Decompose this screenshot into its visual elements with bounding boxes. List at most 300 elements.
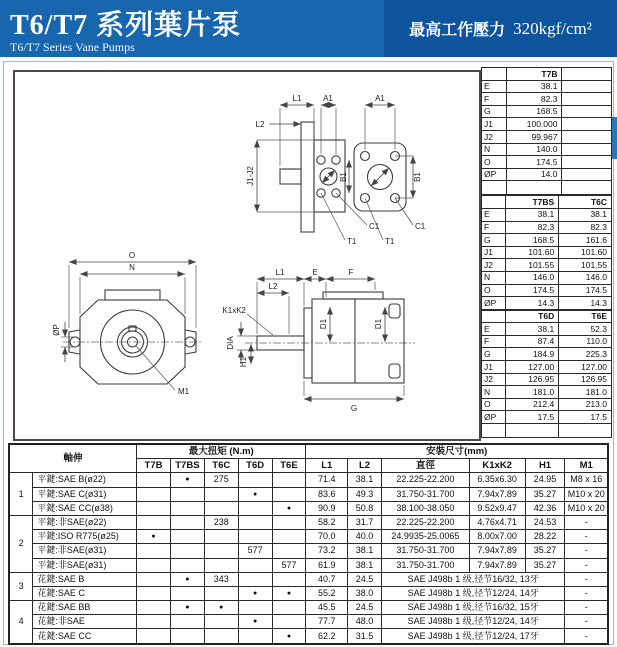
key-size-value: 8.00x7.00 <box>469 530 525 544</box>
spacer <box>482 181 507 195</box>
l1-value: 90.9 <box>306 501 348 515</box>
key-size-value: 4.76x4.71 <box>469 515 525 529</box>
group-number: 4 <box>9 601 33 644</box>
torque-col-header: T7B <box>137 459 171 473</box>
dim-value: 127.00 <box>559 361 612 374</box>
m1-value: - <box>565 572 608 586</box>
page-header <box>0 0 617 57</box>
dim-value: 38.1 <box>506 323 559 336</box>
dim-row-label: G <box>482 105 507 118</box>
torque-value <box>137 601 171 615</box>
torque-value <box>137 515 171 529</box>
l2-value: 50.8 <box>348 501 382 515</box>
spacer <box>562 181 612 195</box>
dim-label-l1-top: L1 <box>292 94 302 103</box>
dim-row-label: J2 <box>482 130 507 143</box>
dim-table-header-row <box>482 310 612 323</box>
dim-value: 38.1 <box>507 80 562 93</box>
dim-table-row <box>482 168 612 181</box>
dim-table-row <box>482 335 612 348</box>
dim-table-row <box>482 143 612 156</box>
torque-value <box>170 586 204 600</box>
header-titles <box>10 3 241 55</box>
dim-label-d1-left: D1 <box>319 318 328 330</box>
torque-value <box>204 501 238 515</box>
l1-value: 71.4 <box>306 473 348 487</box>
diameter-value: 22.225-22.200 <box>381 473 469 487</box>
pump-dimension-drawing <box>15 72 475 435</box>
dim-value: 181.0 <box>506 386 559 399</box>
dim-table-row <box>482 386 612 399</box>
h1-value: 35.27 <box>525 558 565 572</box>
shaft-type-label: 平鍵:非SAE(ø31) <box>33 558 137 572</box>
dim-value: 14.0 <box>507 168 562 181</box>
spline-spec: SAE J498b 1 级,径节16/32, 13牙 <box>381 572 564 586</box>
l1-value: 70.0 <box>306 530 348 544</box>
key-size-value: 7.94x7.89 <box>469 544 525 558</box>
shaft-type-label: 平鍵:非SAE(ø22) <box>33 515 137 529</box>
m1-value: - <box>565 586 608 600</box>
torque-value <box>137 473 171 487</box>
diameter-value: 24.9935-25.0065 <box>381 530 469 544</box>
torque-header: 最大扭矩 (N.m) <box>137 444 306 459</box>
mount-col-header: M1 <box>565 459 608 473</box>
torque-value <box>272 601 306 615</box>
l1-value: 55.2 <box>306 586 348 600</box>
dim-value: 174.5 <box>506 284 559 297</box>
dim-table-row <box>482 348 612 361</box>
l1-value: 62.2 <box>306 629 348 644</box>
torque-value <box>170 530 204 544</box>
torque-value <box>170 615 204 629</box>
m1-value: M10 x 20 <box>565 501 608 515</box>
dim-table-row <box>482 118 612 131</box>
dim-value: 82.3 <box>506 221 559 234</box>
l2-value: 24.5 <box>348 572 382 586</box>
l2-value: 31.7 <box>348 515 382 529</box>
dim-table-2 <box>481 310 612 438</box>
m1-value: - <box>565 515 608 529</box>
front-view-dimensions <box>52 251 196 396</box>
spec-row <box>9 473 608 487</box>
spline-spec: SAE J498b 1 级,径节12/24, 14牙 <box>381 615 564 629</box>
diameter-value: 22.225-22.200 <box>381 515 469 529</box>
applicability-dot: ● <box>238 615 272 629</box>
group-number: 1 <box>9 473 33 516</box>
dim-label-m1: M1 <box>178 387 190 396</box>
shaft-type-label: 平鍵:非SAE(ø31) <box>33 544 137 558</box>
dim-header <box>482 196 506 209</box>
dim-table-row <box>482 208 612 221</box>
diameter-value: 38.100-38.050 <box>381 501 469 515</box>
dim-table-row <box>482 156 612 169</box>
dim-table-1 <box>481 195 612 309</box>
dim-table-row <box>482 284 612 297</box>
shaft-type-label: 平鍵:SAE CC(ø38) <box>33 501 137 515</box>
key-size-value: 6.35x6.30 <box>469 473 525 487</box>
dim-table-row <box>482 130 612 143</box>
torque-value <box>238 572 272 586</box>
applicability-dot: ● <box>170 572 204 586</box>
dim-header <box>562 68 612 81</box>
dim-label-dia: DIA <box>226 336 235 350</box>
dim-table-row <box>482 297 612 310</box>
diameter-value: 31.750-31.700 <box>381 544 469 558</box>
applicability-dot: ● <box>170 601 204 615</box>
applicability-dot: ● <box>272 501 306 515</box>
dim-table-spacer-row <box>482 424 612 438</box>
l1-value: 45.5 <box>306 601 348 615</box>
dim-value: 140.0 <box>507 143 562 156</box>
dim-value: 101.60 <box>506 246 559 259</box>
dim-value: 14.3 <box>559 297 612 310</box>
dim-table-row <box>482 271 612 284</box>
dim-value: 213.0 <box>559 398 612 411</box>
dim-table-0 <box>481 67 612 195</box>
group-number: 3 <box>9 572 33 600</box>
dim-table-spacer-row <box>482 181 612 195</box>
top-view-dimensions <box>246 94 426 246</box>
dim-value: 174.5 <box>507 156 562 169</box>
dim-value: 212.4 <box>506 398 559 411</box>
spec-row <box>9 530 608 544</box>
key-size-value: 7.94x7.89 <box>469 558 525 572</box>
mount-col-header: K1xK2 <box>469 459 525 473</box>
dim-label-b1-left: B1 <box>339 172 348 182</box>
torque-value <box>137 572 171 586</box>
shaft-type-label: 平鍵:SAE B(ø22) <box>33 473 137 487</box>
dim-value: 174.5 <box>559 284 612 297</box>
dim-label-n: N <box>129 263 135 272</box>
torque-value: 238 <box>204 515 238 529</box>
torque-value <box>238 601 272 615</box>
torque-value <box>238 530 272 544</box>
torque-value <box>272 572 306 586</box>
dim-value: 17.5 <box>506 411 559 424</box>
torque-value <box>137 615 171 629</box>
dim-value: 52.3 <box>559 323 612 336</box>
m1-value: - <box>565 544 608 558</box>
torque-value <box>204 544 238 558</box>
dim-value: 146.0 <box>506 271 559 284</box>
dim-value: 38.1 <box>506 208 559 221</box>
dim-label-k1k2: K1xK2 <box>222 306 246 315</box>
m1-value: - <box>565 558 608 572</box>
shaft-spec-table <box>8 443 609 645</box>
spec-row <box>9 601 608 615</box>
dim-value: 38.1 <box>559 208 612 221</box>
dim-row-label: O <box>482 284 506 297</box>
spec-row <box>9 572 608 586</box>
dim-row-label: N <box>482 143 507 156</box>
dim-header: T7B <box>507 68 562 81</box>
dim-row-label: J1 <box>482 246 506 259</box>
diameter-value: 31.750-31.700 <box>381 558 469 572</box>
mount-col-header: H1 <box>525 459 565 473</box>
torque-value: 577 <box>272 558 306 572</box>
dim-header <box>482 310 506 323</box>
dim-row-label: F <box>482 335 506 348</box>
applicability-dot: ● <box>272 586 306 600</box>
torque-value <box>170 487 204 501</box>
dim-value: 161.6 <box>559 234 612 247</box>
shaft-type-label: 平鍵:ISO R775(ø25) <box>33 530 137 544</box>
page-subtitle: T6/T7 Series Vane Pumps <box>10 40 135 54</box>
shaft-type-label: 平鍵:SAE C(ø31) <box>33 487 137 501</box>
dim-table-row <box>482 323 612 336</box>
torque-value <box>170 515 204 529</box>
shaft-type-label: 花鍵:SAE CC <box>33 629 137 644</box>
torque-value <box>137 629 171 644</box>
torque-value <box>204 615 238 629</box>
spec-row <box>9 586 608 600</box>
dim-label-f: F <box>348 268 354 277</box>
torque-value <box>238 473 272 487</box>
dim-row-label: O <box>482 398 506 411</box>
dim-value <box>562 168 612 181</box>
h1-value: 35.27 <box>525 544 565 558</box>
dim-label-a1-right: A1 <box>375 94 385 103</box>
dim-header <box>482 68 507 81</box>
dim-value <box>562 143 612 156</box>
dim-value: 14.3 <box>506 297 559 310</box>
torque-value <box>272 515 306 529</box>
dim-row-label: G <box>482 234 506 247</box>
dim-label-l2-bottom: L2 <box>268 282 278 291</box>
dim-row-label: ØP <box>482 168 507 181</box>
dim-table-row <box>482 221 612 234</box>
key-size-value: 7.94x7.89 <box>469 487 525 501</box>
l2-value: 24.5 <box>348 601 382 615</box>
dim-value: 168.5 <box>507 105 562 118</box>
dim-label-c1-left: C1 <box>369 222 380 231</box>
dim-value: 82.3 <box>507 93 562 106</box>
h1-value: 42.36 <box>525 501 565 515</box>
l2-value: 48.0 <box>348 615 382 629</box>
dim-value: 99.967 <box>507 130 562 143</box>
l2-value: 38.1 <box>348 544 382 558</box>
l2-value: 40.0 <box>348 530 382 544</box>
shaft-type-label: 花鍵:非SAE <box>33 615 137 629</box>
l1-value: 40.7 <box>306 572 348 586</box>
max-pressure-banner <box>384 0 617 57</box>
dim-label-j1j2: J1-J2 <box>246 166 255 186</box>
dim-value: 181.0 <box>559 386 612 399</box>
applicability-dot: ● <box>238 586 272 600</box>
torque-value <box>272 615 306 629</box>
m1-value: M8 x 16 <box>565 473 608 487</box>
dim-value: 126.95 <box>506 373 559 386</box>
m1-value: - <box>565 615 608 629</box>
spec-row <box>9 487 608 501</box>
h1-value: 24.95 <box>525 473 565 487</box>
dim-row-label: N <box>482 271 506 284</box>
torque-value <box>170 544 204 558</box>
spacer <box>506 424 559 438</box>
technical-drawing-box <box>13 70 481 441</box>
dim-value: 127.00 <box>506 361 559 374</box>
torque-value <box>137 501 171 515</box>
torque-value <box>272 473 306 487</box>
dim-value <box>562 118 612 131</box>
torque-value <box>272 544 306 558</box>
dim-value: 17.5 <box>559 411 612 424</box>
dim-table-row <box>482 411 612 424</box>
dim-row-label: E <box>482 80 507 93</box>
dim-value: 87.4 <box>506 335 559 348</box>
dim-label-e: E <box>312 268 318 277</box>
spec-row <box>9 544 608 558</box>
dim-row-label: E <box>482 323 506 336</box>
dim-row-label: J2 <box>482 373 506 386</box>
dim-table-row <box>482 105 612 118</box>
l1-value: 58.2 <box>306 515 348 529</box>
shaft-ext-header: 軸伸 <box>9 444 137 473</box>
dim-row-label: ØP <box>482 411 506 424</box>
max-pressure-label: 最高工作壓力 <box>409 22 506 39</box>
bottom-side-view-dimensions <box>222 268 404 413</box>
dim-table-row <box>482 373 612 386</box>
torque-value <box>137 558 171 572</box>
torque-value <box>137 487 171 501</box>
spec-row <box>9 558 608 572</box>
l1-value: 73.2 <box>306 544 348 558</box>
spline-spec: SAE J498b 1 级,径节12/24, 17牙 <box>381 629 564 644</box>
torque-value: 343 <box>204 572 238 586</box>
dim-value: 225.3 <box>559 348 612 361</box>
dim-table-row <box>482 234 612 247</box>
dim-value: 168.5 <box>506 234 559 247</box>
applicability-dot: ● <box>272 629 306 644</box>
torque-value: 577 <box>238 544 272 558</box>
dim-value: 82.3 <box>559 221 612 234</box>
torque-value <box>238 558 272 572</box>
dim-value: 146.0 <box>559 271 612 284</box>
shaft-type-label: 花鍵:SAE C <box>33 586 137 600</box>
dim-label-l1-bottom: L1 <box>275 268 285 277</box>
dim-value: 101.60 <box>559 246 612 259</box>
dim-row-label: G <box>482 348 506 361</box>
dim-label-t1-right: T1 <box>385 237 395 246</box>
dim-header: T6E <box>559 310 612 323</box>
group-number: 2 <box>9 515 33 572</box>
dim-table-row <box>482 93 612 106</box>
dim-label-o: O <box>128 251 136 260</box>
spec-row <box>9 615 608 629</box>
dim-label-g: G <box>350 404 358 413</box>
dim-row-label: ØP <box>482 297 506 310</box>
dim-table-row <box>482 398 612 411</box>
dim-label-l2-top: L2 <box>255 120 265 129</box>
torque-value <box>272 530 306 544</box>
dim-value <box>562 93 612 106</box>
spline-spec: SAE J498b 1 级,径节12/24, 14牙 <box>381 586 564 600</box>
spacer <box>482 424 506 438</box>
m1-value: - <box>565 530 608 544</box>
l1-value: 77.7 <box>306 615 348 629</box>
dim-header: T6C <box>559 196 612 209</box>
dim-label-h1: H1 <box>239 356 248 368</box>
shaft-type-label: 花鍵:SAE B <box>33 572 137 586</box>
torque-value <box>170 501 204 515</box>
torque-value <box>204 530 238 544</box>
torque-value <box>170 629 204 644</box>
spacer <box>507 181 562 195</box>
m1-value: - <box>565 601 608 615</box>
dim-label-t1-left: T1 <box>347 237 357 246</box>
dim-value <box>562 80 612 93</box>
torque-value <box>204 487 238 501</box>
dim-value: 100.000 <box>507 118 562 131</box>
l2-value: 38.1 <box>348 558 382 572</box>
l2-value: 49.3 <box>348 487 382 501</box>
dim-value: 101.55 <box>559 259 612 272</box>
dim-row-label: J1 <box>482 118 507 131</box>
dim-value: 126.95 <box>559 373 612 386</box>
torque-value <box>238 501 272 515</box>
applicability-dot: ● <box>137 530 171 544</box>
dim-value <box>562 156 612 169</box>
dim-table-row <box>482 361 612 374</box>
dim-value: 101.55 <box>506 259 559 272</box>
spec-row <box>9 629 608 644</box>
dim-label-a1-left: A1 <box>323 94 333 103</box>
dim-header: T6D <box>506 310 559 323</box>
dimension-tables <box>481 67 612 438</box>
dim-table-header-row <box>482 68 612 81</box>
mount-col-header: L2 <box>348 459 382 473</box>
applicability-dot: ● <box>238 487 272 501</box>
dim-row-label: O <box>482 156 507 169</box>
dim-label-c1-right: C1 <box>415 222 426 231</box>
dim-value <box>562 105 612 118</box>
torque-value: 275 <box>204 473 238 487</box>
shaft-type-label: 花鍵:SAE BB <box>33 601 137 615</box>
torque-col-header: T7BS <box>170 459 204 473</box>
torque-col-header: T6E <box>272 459 306 473</box>
dim-row-label: J1 <box>482 361 506 374</box>
key-size-value: 9.52x9.47 <box>469 501 525 515</box>
h1-value: 35.27 <box>525 487 565 501</box>
applicability-dot: ● <box>170 473 204 487</box>
torque-value <box>137 544 171 558</box>
torque-col-header: T6C <box>204 459 238 473</box>
dim-row-label: N <box>482 386 506 399</box>
torque-value <box>137 586 171 600</box>
torque-value <box>272 487 306 501</box>
dim-row-label: J2 <box>482 259 506 272</box>
dim-table-row <box>482 259 612 272</box>
torque-value <box>204 629 238 644</box>
spec-header-row-1 <box>9 444 608 459</box>
torque-value <box>204 558 238 572</box>
dim-value: 110.0 <box>559 335 612 348</box>
dim-table-row <box>482 246 612 259</box>
dim-label-op: ØP <box>52 324 61 336</box>
l2-value: 38.1 <box>348 473 382 487</box>
front-view <box>63 290 203 384</box>
mount-col-header: L1 <box>306 459 348 473</box>
dim-row-label: E <box>482 208 506 221</box>
dim-value: 184.9 <box>506 348 559 361</box>
dim-row-label: F <box>482 221 506 234</box>
spacer <box>559 424 612 438</box>
dim-value <box>562 130 612 143</box>
dim-label-b1-right: B1 <box>413 172 422 182</box>
max-pressure-value: 320kgf/cm² <box>513 18 592 38</box>
torque-value <box>204 586 238 600</box>
h1-value: 24.53 <box>525 515 565 529</box>
